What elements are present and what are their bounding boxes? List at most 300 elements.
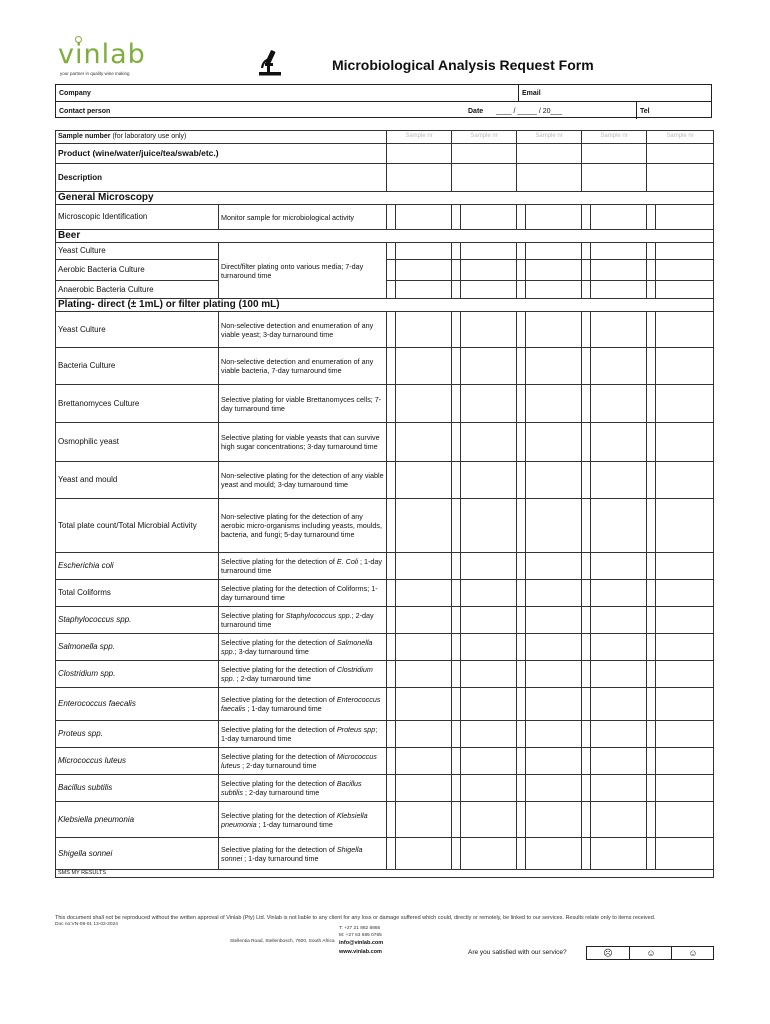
check-box[interactable] [647, 688, 656, 721]
date-field[interactable]: ____ / _____ / 20___ [496, 108, 563, 115]
check-box[interactable] [517, 281, 526, 299]
check-box[interactable] [526, 607, 582, 634]
check-box[interactable] [517, 499, 526, 553]
check-box[interactable] [396, 688, 452, 721]
check-box[interactable] [591, 312, 647, 348]
sample-number-field-3[interactable]: Sample nr [517, 131, 582, 144]
check-box[interactable] [647, 802, 656, 838]
check-box[interactable] [387, 553, 396, 580]
check-box[interactable] [517, 553, 526, 580]
check-box[interactable] [647, 462, 656, 499]
check-box[interactable] [452, 348, 461, 385]
check-box[interactable] [396, 661, 452, 688]
test-name-text: Brettanomyces Culture [58, 398, 140, 408]
check-box[interactable] [517, 462, 526, 499]
description-field[interactable] [582, 164, 647, 192]
check-box[interactable] [517, 580, 526, 607]
description-text: ; 3-day turnaround time [234, 647, 309, 656]
test-description: Monitor sample for microbiological activity [219, 205, 387, 230]
check-box[interactable] [517, 748, 526, 775]
test-row [56, 607, 714, 634]
check-box[interactable] [647, 748, 656, 775]
check-box[interactable] [396, 838, 452, 870]
test-row [56, 423, 714, 462]
check-box[interactable] [591, 721, 647, 748]
test-description: Non-selective detection and enumeration of any viable yeast; 3-day turnaround time [219, 312, 387, 348]
check-box[interactable] [461, 281, 517, 299]
check-box[interactable] [452, 802, 461, 838]
check-box[interactable] [647, 721, 656, 748]
check-box[interactable] [387, 661, 396, 688]
check-box[interactable] [387, 802, 396, 838]
test-name [56, 661, 219, 688]
check-box[interactable] [582, 312, 591, 348]
check-box[interactable] [526, 385, 582, 423]
analysis-table [55, 130, 714, 878]
check-box[interactable] [517, 205, 526, 230]
check-box[interactable] [526, 802, 582, 838]
description-text: Selective plating for the detection of [221, 665, 337, 674]
phone-text: T: +27 21 882 8866 [339, 926, 381, 931]
check-box[interactable] [387, 838, 396, 870]
check-box[interactable] [517, 243, 526, 260]
check-box[interactable] [461, 553, 517, 580]
description-field[interactable] [387, 164, 452, 192]
check-box[interactable] [461, 423, 517, 462]
check-box[interactable] [582, 661, 591, 688]
product-field[interactable] [452, 144, 517, 164]
check-box[interactable] [452, 688, 461, 721]
check-box[interactable] [591, 423, 647, 462]
product-field[interactable] [647, 144, 714, 164]
check-box[interactable] [656, 721, 714, 748]
test-description [219, 802, 387, 838]
check-box[interactable] [582, 748, 591, 775]
check-box[interactable] [517, 260, 526, 281]
check-box[interactable] [452, 205, 461, 230]
check-box[interactable] [461, 688, 517, 721]
check-box[interactable] [526, 748, 582, 775]
check-box[interactable] [591, 838, 647, 870]
check-box[interactable] [452, 385, 461, 423]
check-box[interactable] [647, 607, 656, 634]
check-box[interactable] [461, 348, 517, 385]
check-box[interactable] [396, 775, 452, 802]
check-box[interactable] [387, 775, 396, 802]
check-box[interactable] [387, 748, 396, 775]
check-box[interactable] [526, 243, 582, 260]
vinlab-logo [58, 40, 208, 80]
test-name-text: Yeast and mould [58, 475, 118, 485]
test-row [56, 634, 714, 661]
check-box[interactable] [582, 281, 591, 299]
check-box[interactable] [526, 312, 582, 348]
sample-number-field-5[interactable]: Sample nr [647, 131, 714, 144]
check-box[interactable] [452, 775, 461, 802]
check-box[interactable] [582, 205, 591, 230]
check-box[interactable] [517, 312, 526, 348]
check-box[interactable] [647, 260, 656, 281]
check-box[interactable] [656, 462, 714, 499]
check-box[interactable] [461, 802, 517, 838]
test-name [56, 553, 219, 580]
description-text: Selective plating for the detection of [221, 810, 337, 820]
check-box[interactable] [582, 634, 591, 661]
check-box[interactable] [461, 634, 517, 661]
check-box[interactable] [591, 243, 647, 260]
check-box[interactable] [582, 721, 591, 748]
check-box[interactable] [582, 607, 591, 634]
check-box[interactable] [647, 205, 656, 230]
satisfaction-rating [586, 946, 714, 960]
check-box[interactable] [526, 348, 582, 385]
organism-name: Enterococcus faecalis [221, 695, 381, 713]
check-box[interactable] [517, 838, 526, 870]
check-box[interactable] [396, 607, 452, 634]
check-box[interactable] [526, 205, 582, 230]
check-box[interactable] [387, 348, 396, 385]
check-box[interactable] [647, 348, 656, 385]
check-box[interactable] [656, 661, 714, 688]
check-box[interactable] [591, 385, 647, 423]
check-box[interactable] [517, 423, 526, 462]
check-box[interactable] [526, 499, 582, 553]
test-name [56, 348, 219, 385]
check-box[interactable] [396, 553, 452, 580]
description-text: ; 1-day turnaround time [221, 557, 383, 575]
check-box[interactable] [526, 260, 582, 281]
check-box[interactable] [461, 580, 517, 607]
check-box[interactable] [452, 553, 461, 580]
product-field[interactable] [517, 144, 582, 164]
description-label: Description [56, 164, 387, 192]
check-box[interactable] [591, 260, 647, 281]
check-box[interactable] [647, 634, 656, 661]
check-box[interactable] [591, 580, 647, 607]
check-box[interactable] [452, 281, 461, 299]
check-box[interactable] [387, 243, 396, 260]
sms-results-label[interactable]: SMS MY RESULTS [56, 870, 714, 878]
check-box[interactable] [591, 802, 647, 838]
check-box[interactable] [526, 580, 582, 607]
check-box[interactable] [656, 260, 714, 281]
check-box[interactable] [526, 634, 582, 661]
info-divider [56, 101, 711, 102]
test-name: Anaerobic Bacteria Culture [56, 281, 219, 299]
test-name [56, 499, 219, 553]
check-box[interactable] [526, 661, 582, 688]
check-box[interactable] [526, 721, 582, 748]
sad-face-icon[interactable]: ☹ [603, 948, 613, 958]
check-box[interactable] [582, 348, 591, 385]
check-box[interactable] [461, 661, 517, 688]
test-name [56, 802, 219, 838]
check-box[interactable] [526, 775, 582, 802]
check-box[interactable] [461, 607, 517, 634]
info-divider [636, 101, 637, 119]
organism-name: E. Coli [336, 557, 359, 566]
test-name-text: Klebsiella pneumonia [58, 814, 135, 824]
check-box[interactable] [461, 243, 517, 260]
test-row [56, 312, 714, 348]
check-box[interactable] [656, 838, 714, 870]
check-box[interactable] [387, 580, 396, 607]
check-box[interactable] [582, 553, 591, 580]
check-box[interactable] [387, 312, 396, 348]
check-box[interactable] [452, 634, 461, 661]
check-box[interactable] [517, 688, 526, 721]
check-box[interactable] [656, 775, 714, 802]
check-box[interactable] [582, 260, 591, 281]
check-box[interactable] [591, 499, 647, 553]
section-plating: Plating- direct (± 1mL) or filter plating (100 mL) [56, 299, 714, 312]
check-box[interactable] [582, 499, 591, 553]
check-box[interactable] [517, 721, 526, 748]
check-box[interactable] [396, 748, 452, 775]
check-box[interactable] [517, 634, 526, 661]
check-box[interactable] [396, 243, 452, 260]
test-name [56, 312, 219, 348]
check-box[interactable] [387, 634, 396, 661]
organism-name: Proteus spp [336, 725, 376, 734]
check-box[interactable] [452, 312, 461, 348]
check-box[interactable] [396, 499, 452, 553]
check-box[interactable] [656, 553, 714, 580]
check-box[interactable] [396, 634, 452, 661]
check-box[interactable] [591, 462, 647, 499]
check-box[interactable] [461, 838, 517, 870]
check-box[interactable] [396, 721, 452, 748]
description-text: ; 2-day turnaround time [240, 761, 317, 770]
check-box[interactable] [387, 462, 396, 499]
check-box[interactable] [526, 462, 582, 499]
check-box[interactable] [591, 688, 647, 721]
check-box[interactable] [452, 661, 461, 688]
check-box[interactable] [647, 281, 656, 299]
test-name-text: Staphylococcus spp. [58, 615, 132, 625]
company-label[interactable]: Company [59, 90, 91, 97]
check-box[interactable] [656, 423, 714, 462]
check-box[interactable] [591, 348, 647, 385]
check-box[interactable] [591, 607, 647, 634]
happy-face-icon[interactable]: ☺ [671, 947, 714, 959]
test-row [56, 499, 714, 553]
check-box[interactable] [461, 775, 517, 802]
check-box[interactable] [452, 721, 461, 748]
check-box[interactable] [582, 838, 591, 870]
section-general-microscopy: General Microscopy [56, 192, 714, 205]
check-box[interactable] [656, 748, 714, 775]
check-box[interactable] [452, 260, 461, 281]
product-row [56, 144, 714, 164]
check-box[interactable] [656, 802, 714, 838]
check-box[interactable] [461, 721, 517, 748]
check-box[interactable] [526, 553, 582, 580]
check-box[interactable] [461, 748, 517, 775]
check-box[interactable] [387, 385, 396, 423]
check-box[interactable] [647, 243, 656, 260]
test-row [56, 838, 714, 870]
test-row [56, 553, 714, 580]
organism-name: Shigella sonnei [221, 844, 363, 863]
check-box[interactable] [517, 802, 526, 838]
check-box[interactable] [526, 838, 582, 870]
check-box[interactable] [591, 553, 647, 580]
check-box[interactable] [396, 580, 452, 607]
section-beer: Beer [56, 230, 714, 243]
contact-person-label[interactable]: Contact person [59, 108, 111, 115]
check-box[interactable] [656, 634, 714, 661]
test-name-text: Micrococcus luteus [58, 756, 127, 766]
organism-name: Micrococcus luteus [221, 752, 377, 770]
check-box[interactable] [517, 348, 526, 385]
check-box[interactable] [461, 462, 517, 499]
check-box[interactable] [656, 607, 714, 634]
check-box[interactable] [452, 423, 461, 462]
tel-label[interactable]: Tel [640, 108, 650, 115]
section-header-row [56, 192, 714, 205]
website-link[interactable]: www.vinlab.com [339, 949, 382, 955]
check-box[interactable] [647, 423, 656, 462]
check-box[interactable] [591, 661, 647, 688]
check-box[interactable] [517, 661, 526, 688]
check-box[interactable] [647, 775, 656, 802]
description-text: ; 2-day turnaround time [234, 674, 311, 683]
check-box[interactable] [591, 205, 647, 230]
check-box[interactable] [582, 385, 591, 423]
test-row [56, 661, 714, 688]
check-box[interactable] [647, 312, 656, 348]
check-box[interactable] [452, 243, 461, 260]
test-name-text: Enterococcus faecalis [58, 699, 136, 709]
check-box[interactable] [526, 423, 582, 462]
test-description [219, 634, 387, 661]
check-box[interactable] [517, 775, 526, 802]
date-label[interactable]: Date [468, 108, 484, 115]
check-box[interactable] [656, 348, 714, 385]
check-box[interactable] [526, 281, 582, 299]
check-box[interactable] [461, 260, 517, 281]
check-box[interactable] [656, 688, 714, 721]
check-box[interactable] [396, 260, 452, 281]
sample-number-field-1[interactable]: Sample nr [387, 131, 452, 144]
check-box[interactable] [387, 205, 396, 230]
test-description: Direct/filter plating onto various media; 7-day turnaround time [219, 243, 387, 299]
client-info-box [55, 84, 712, 118]
product-field[interactable] [582, 144, 647, 164]
check-box[interactable] [396, 312, 452, 348]
check-box[interactable] [396, 348, 452, 385]
check-box[interactable] [517, 385, 526, 423]
check-box[interactable] [396, 281, 452, 299]
check-box[interactable] [526, 688, 582, 721]
check-box[interactable] [452, 462, 461, 499]
check-box[interactable] [452, 748, 461, 775]
check-box[interactable] [656, 281, 714, 299]
sample-number-field-4[interactable]: Sample nr [582, 131, 647, 144]
check-box[interactable] [396, 462, 452, 499]
test-name: Yeast Culture [56, 243, 219, 260]
check-box[interactable] [582, 243, 591, 260]
description-text: ; 1-day turnaround time [221, 725, 378, 743]
check-box[interactable] [387, 607, 396, 634]
check-box[interactable] [656, 312, 714, 348]
check-box[interactable] [452, 838, 461, 870]
check-box[interactable] [461, 499, 517, 553]
check-box[interactable] [647, 385, 656, 423]
check-box[interactable] [582, 580, 591, 607]
product-field[interactable] [387, 144, 452, 164]
description-text: Selective plating for the detection of [221, 725, 337, 734]
check-box[interactable] [387, 260, 396, 281]
check-box[interactable] [656, 205, 714, 230]
check-box[interactable] [461, 385, 517, 423]
check-box[interactable] [461, 205, 517, 230]
description-field[interactable] [517, 164, 582, 192]
check-box[interactable] [452, 580, 461, 607]
check-box[interactable] [387, 721, 396, 748]
test-name [56, 423, 219, 462]
check-box[interactable] [647, 580, 656, 607]
check-box[interactable] [582, 688, 591, 721]
check-box[interactable] [517, 607, 526, 634]
test-name [56, 748, 219, 775]
check-box[interactable] [582, 775, 591, 802]
check-box[interactable] [387, 423, 396, 462]
description-field[interactable] [647, 164, 714, 192]
organism-name: Clostridium spp. [221, 665, 373, 683]
check-box[interactable] [452, 499, 461, 553]
check-box[interactable] [591, 281, 647, 299]
check-box[interactable] [591, 775, 647, 802]
test-name-text: Bacillus subtilis [58, 783, 113, 793]
check-box[interactable] [647, 499, 656, 553]
check-box[interactable] [656, 499, 714, 553]
check-box[interactable] [582, 462, 591, 499]
check-box[interactable] [396, 802, 452, 838]
test-name-text: Salmonella spp. [58, 642, 115, 652]
check-box[interactable] [656, 243, 714, 260]
check-box[interactable] [647, 553, 656, 580]
check-box[interactable] [387, 499, 396, 553]
check-box[interactable] [582, 423, 591, 462]
description-field[interactable] [452, 164, 517, 192]
description-text: Selective plating for the detection of [221, 638, 337, 647]
check-box[interactable] [656, 580, 714, 607]
check-box[interactable] [452, 607, 461, 634]
neutral-face-icon[interactable]: ☺ [629, 947, 672, 959]
check-box[interactable] [387, 688, 396, 721]
organism-name: Bacillus subtilis [221, 779, 362, 797]
check-box[interactable] [591, 634, 647, 661]
check-box[interactable] [396, 205, 452, 230]
check-box[interactable] [656, 385, 714, 423]
check-box[interactable] [396, 385, 452, 423]
description-text: Selective plating for the detection of [221, 844, 337, 854]
check-box[interactable] [396, 423, 452, 462]
check-box[interactable] [461, 312, 517, 348]
sample-number-field-2[interactable]: Sample nr [452, 131, 517, 144]
email-link[interactable]: info@vinlab.com [339, 940, 384, 946]
check-box[interactable] [582, 802, 591, 838]
check-box[interactable] [591, 748, 647, 775]
email-label[interactable]: Email [522, 90, 541, 97]
check-box[interactable] [647, 838, 656, 870]
test-description: Selective plating for the detection of Coliforms; 1-day turnaround time [219, 580, 387, 607]
check-box[interactable] [647, 661, 656, 688]
check-box[interactable] [387, 281, 396, 299]
description-text: ; 2-day turnaround time [221, 611, 374, 629]
